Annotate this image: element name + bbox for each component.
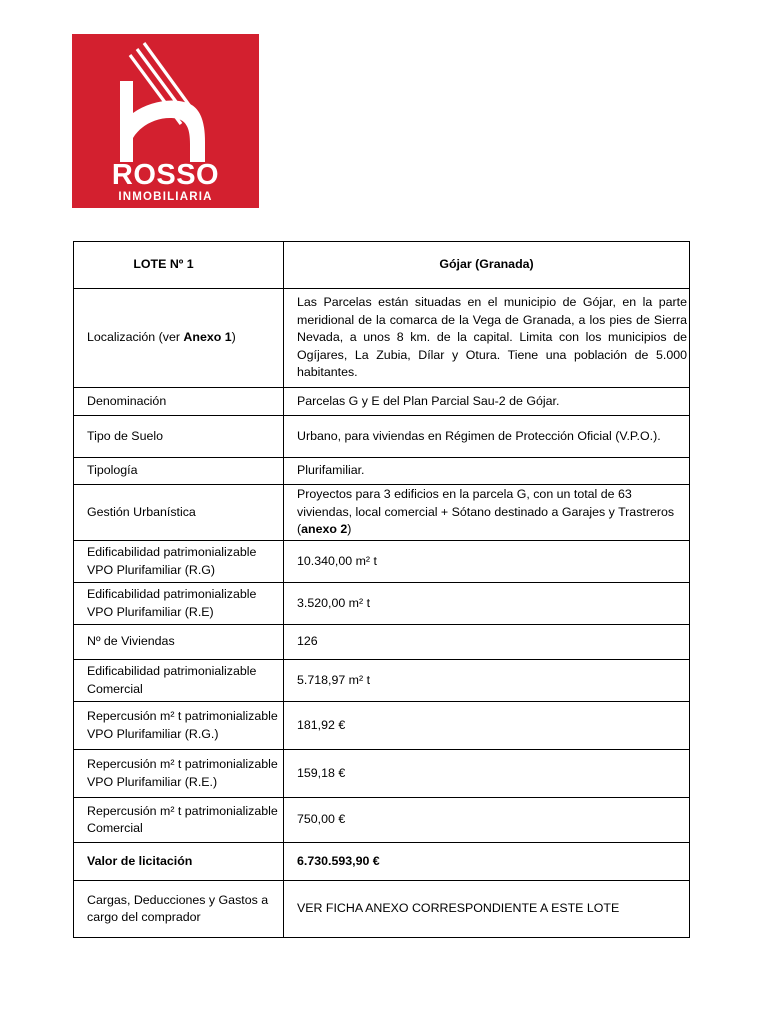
repercusion-re-value: 159,18 € [284,750,690,798]
edificabilidad-re-label: Edificabilidad patrimonializable VPO Plurifamiliar (R.E) [74,583,284,625]
tipologia-value: Plurifamiliar. [284,458,690,485]
denominacion-value: Parcelas G y E del Plan Parcial Sau-2 de Gójar. [284,388,690,416]
logo-name: ROSSO [111,159,220,191]
table-row [74,541,690,583]
table-row [74,485,690,541]
cargas-label: Cargas, Deducciones y Gastos a cargo del comprador [74,881,284,938]
table-row [74,625,690,660]
logo-subtitle: INMOBILIARIA [118,191,213,203]
repercusion-rg-label: Repercusión m² t patrimonializable VPO Plurifamiliar (R.G.) [74,702,284,750]
cargas-value: VER FICHA ANEXO CORRESPONDIENTE A ESTE LOTE [284,881,690,938]
repercusion-re-label: Repercusión m² t patrimonializable VPO Plurifamiliar (R.E.) [74,750,284,798]
tipo-suelo-label: Tipo de Suelo [74,416,284,458]
edificabilidad-comercial-label: Edificabilidad patrimonializable Comercial [74,660,284,702]
tipologia-label: Tipología [74,458,284,485]
localizacion-value: Las Parcelas están situadas en el municipio de Gójar, en la parte meridional de la comarca de la Vega de Granada, a los pies de Sierra Nevada, a unos 8 km. de la capital. Limita con los municipios de Ogíjares, La Zubia, Dílar y Otura. Tiene una población de 5.000 habitantes. [284,289,690,388]
tipo-suelo-value: Urbano, para viviendas en Régimen de Protección Oficial (V.P.O.). [284,416,690,458]
table-row [74,881,690,938]
licitacion-label: Valor de licitación [74,843,284,881]
table-row [74,583,690,625]
rosso-logo [72,34,259,208]
repercusion-comercial-value: 750,00 € [284,798,690,843]
edificabilidad-rg-value: 10.340,00 m² t [284,541,690,583]
anexo-1-ref: Anexo 1 [183,330,232,345]
table-row [74,660,690,702]
anexo-2-ref: anexo 2 [301,522,348,537]
table-row [74,702,690,750]
table-row [74,388,690,416]
table-row [74,458,690,485]
denominacion-label: Denominación [74,388,284,416]
lote-location: Gójar (Granada) [284,242,690,289]
table-row [74,750,690,798]
table-row [74,416,690,458]
table-header-row [74,242,690,289]
viviendas-value: 126 [284,625,690,660]
lote-table [73,241,690,938]
repercusion-rg-value: 181,92 € [284,702,690,750]
edificabilidad-re-value: 3.520,00 m² t [284,583,690,625]
edificabilidad-rg-label: Edificabilidad patrimonializable VPO Plurifamiliar (R.G) [74,541,284,583]
lote-number: LOTE Nº 1 [74,242,284,289]
repercusion-comercial-label: Repercusión m² t patrimonializable Comercial [74,798,284,843]
table-row [74,289,690,388]
edificabilidad-comercial-value: 5.718,97 m² t [284,660,690,702]
gestion-label: Gestión Urbanística [74,485,284,541]
table-row [74,843,690,881]
viviendas-label: Nº de Viviendas [74,625,284,660]
table-row [74,798,690,843]
localizacion-label: Localización (ver Anexo 1) [74,289,284,388]
licitacion-value: 6.730.593,90 € [284,843,690,881]
gestion-value: Proyectos para 3 edificios en la parcela G, con un total de 63 viviendas, local comercial + Sótano destinado a Garajes y Trastreros (anexo 2) [284,485,690,541]
